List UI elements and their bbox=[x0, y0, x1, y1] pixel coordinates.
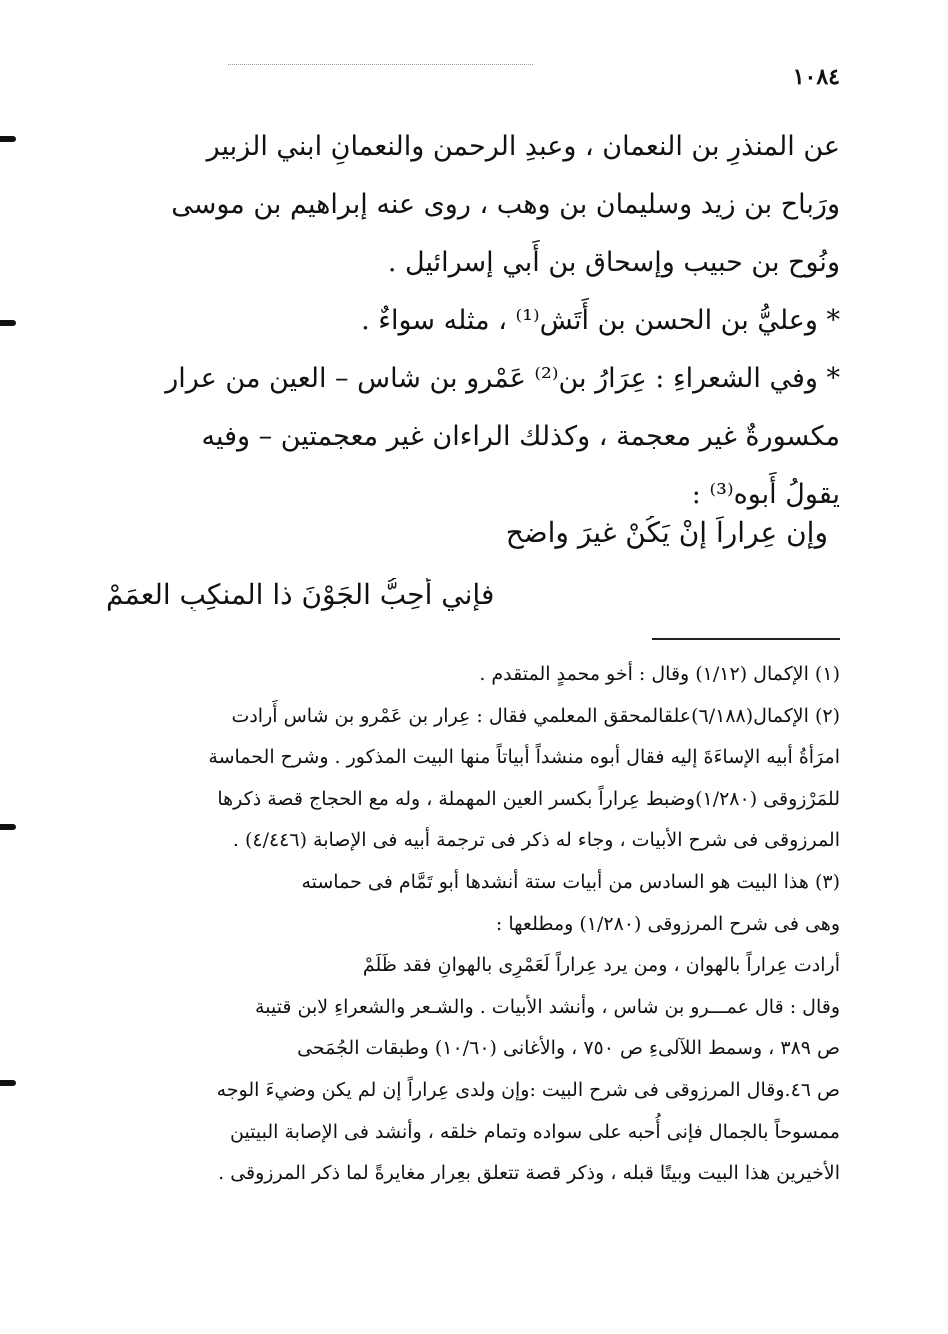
binding-hole-mark bbox=[0, 136, 16, 142]
binding-hole-mark bbox=[0, 1080, 16, 1086]
footnote-line: الأخيرين هذا البيت وبيتًا قبله ، وذكر قصة تتعلق بعِرار مغايرةً لما ذكر المرزوقى . bbox=[218, 1162, 840, 1185]
main-text-block bbox=[100, 118, 840, 524]
main-text-line: عن المنذرِ بن النعمان ، وعبدِ الرحمن والنعمانِ ابني الزبير bbox=[206, 131, 840, 162]
footnote-line: (١) الإكمال (١/١٢) وقال : أخو محمدٍ المتقدم . bbox=[479, 663, 840, 685]
footnote-separator bbox=[652, 638, 840, 640]
binding-hole-mark bbox=[0, 824, 16, 830]
main-text-line: ورَباح بن زيد وسليمان بن وهب ، روى عنه إبراهيم بن موسى bbox=[171, 189, 840, 220]
footnote-line: ص ٤٦.وقال المرزوقى فى شرح البيت :وإن ولدى عِراراً إن لم يكن وضيءَ الوجه bbox=[216, 1078, 840, 1101]
footnote-line: ممسوحاً بالجمال فإنى أُحبه على سواده وتمام خلقه ، وأنشد فى الإصابة البيتين bbox=[229, 1120, 840, 1143]
footnote-line: امرَأةُ أبيه الإساءَةَ إليه فقال أبوه منشداً أبياتاً منها البيت المذكور . وشرح الحماسة bbox=[208, 746, 840, 769]
page-number: ١٠٨٤ bbox=[792, 64, 840, 90]
footnote-line: (٢) الإكمال(٦/١٨٨)علقالمحقق المعلمي فقال : عِرار بن عَمْرو بن شاس أَرادت bbox=[231, 704, 840, 727]
main-text-line: ونُوح بن حبيب وإسحاق بن أَبي إسرائيل . bbox=[387, 247, 840, 278]
verse-first-hemistich: وإن عِراراً إنْ يَكُنْ غيرَ واضحٍ bbox=[505, 516, 828, 549]
footnote-line: أرادت عِراراً بالهوان ، ومن يرد عِراراً لَعَمْرِى بالهوانِ فقد ظَلَمْ bbox=[362, 954, 840, 977]
binding-hole-mark bbox=[0, 320, 16, 326]
footnote-line: (٣) هذا البيت هو السادس من أبيات ستة أنشدها أبو تَمَّام فى حماسته bbox=[301, 870, 840, 893]
footnote-line: للمَرْزوقى (١/٢٨٠)وضبط عِراراً بكسر العين المهملة ، وله مع الحجاج قصة ذكرها bbox=[217, 787, 840, 810]
main-text-line: * وفي الشعراءِ : عِرَارُ بن⁽²⁾ عَمْرو بن شاس – العين من عرار bbox=[165, 363, 840, 394]
main-text-line: مكسورةٌ غير معجمة ، وكذلك الراءان غير معجمتين – وفيه bbox=[201, 421, 840, 452]
footnote-line: ص ٣٨٩ ، وسمط اللآلىءِ ص ٧٥٠ ، والأغانى (١٠/٦٠) وطبقات الجُمَحى bbox=[297, 1037, 840, 1060]
header-rule bbox=[228, 64, 533, 66]
verse-second-hemistich: فإني أُحِبُّ الجَوْنَ ذا المنكِبِ العمَمْ bbox=[106, 578, 495, 611]
footnote-line: وقال : قال عمـــرو بن شاس ، وأنشد الأبيات . والشـعر والشعراءِ لابن قتيبة bbox=[255, 995, 840, 1018]
main-text-line: * وعليُّ بن الحسن بن أَتَش⁽¹⁾ ، مثله سواءٌ . bbox=[361, 305, 840, 336]
footnote-line: وهى فى شرح المرزوقى (١/٢٨٠) ومطلعها : bbox=[495, 912, 840, 935]
main-text-line: يقولُ أَبوه⁽³⁾ : bbox=[691, 479, 840, 510]
footnote-line: المرزوقى فى شرح الأبيات ، وجاء له ذكر فى ترجمة أبيه فى الإصابة (٤/٤٤٦) . bbox=[232, 829, 840, 852]
footnotes-block bbox=[100, 654, 840, 1195]
